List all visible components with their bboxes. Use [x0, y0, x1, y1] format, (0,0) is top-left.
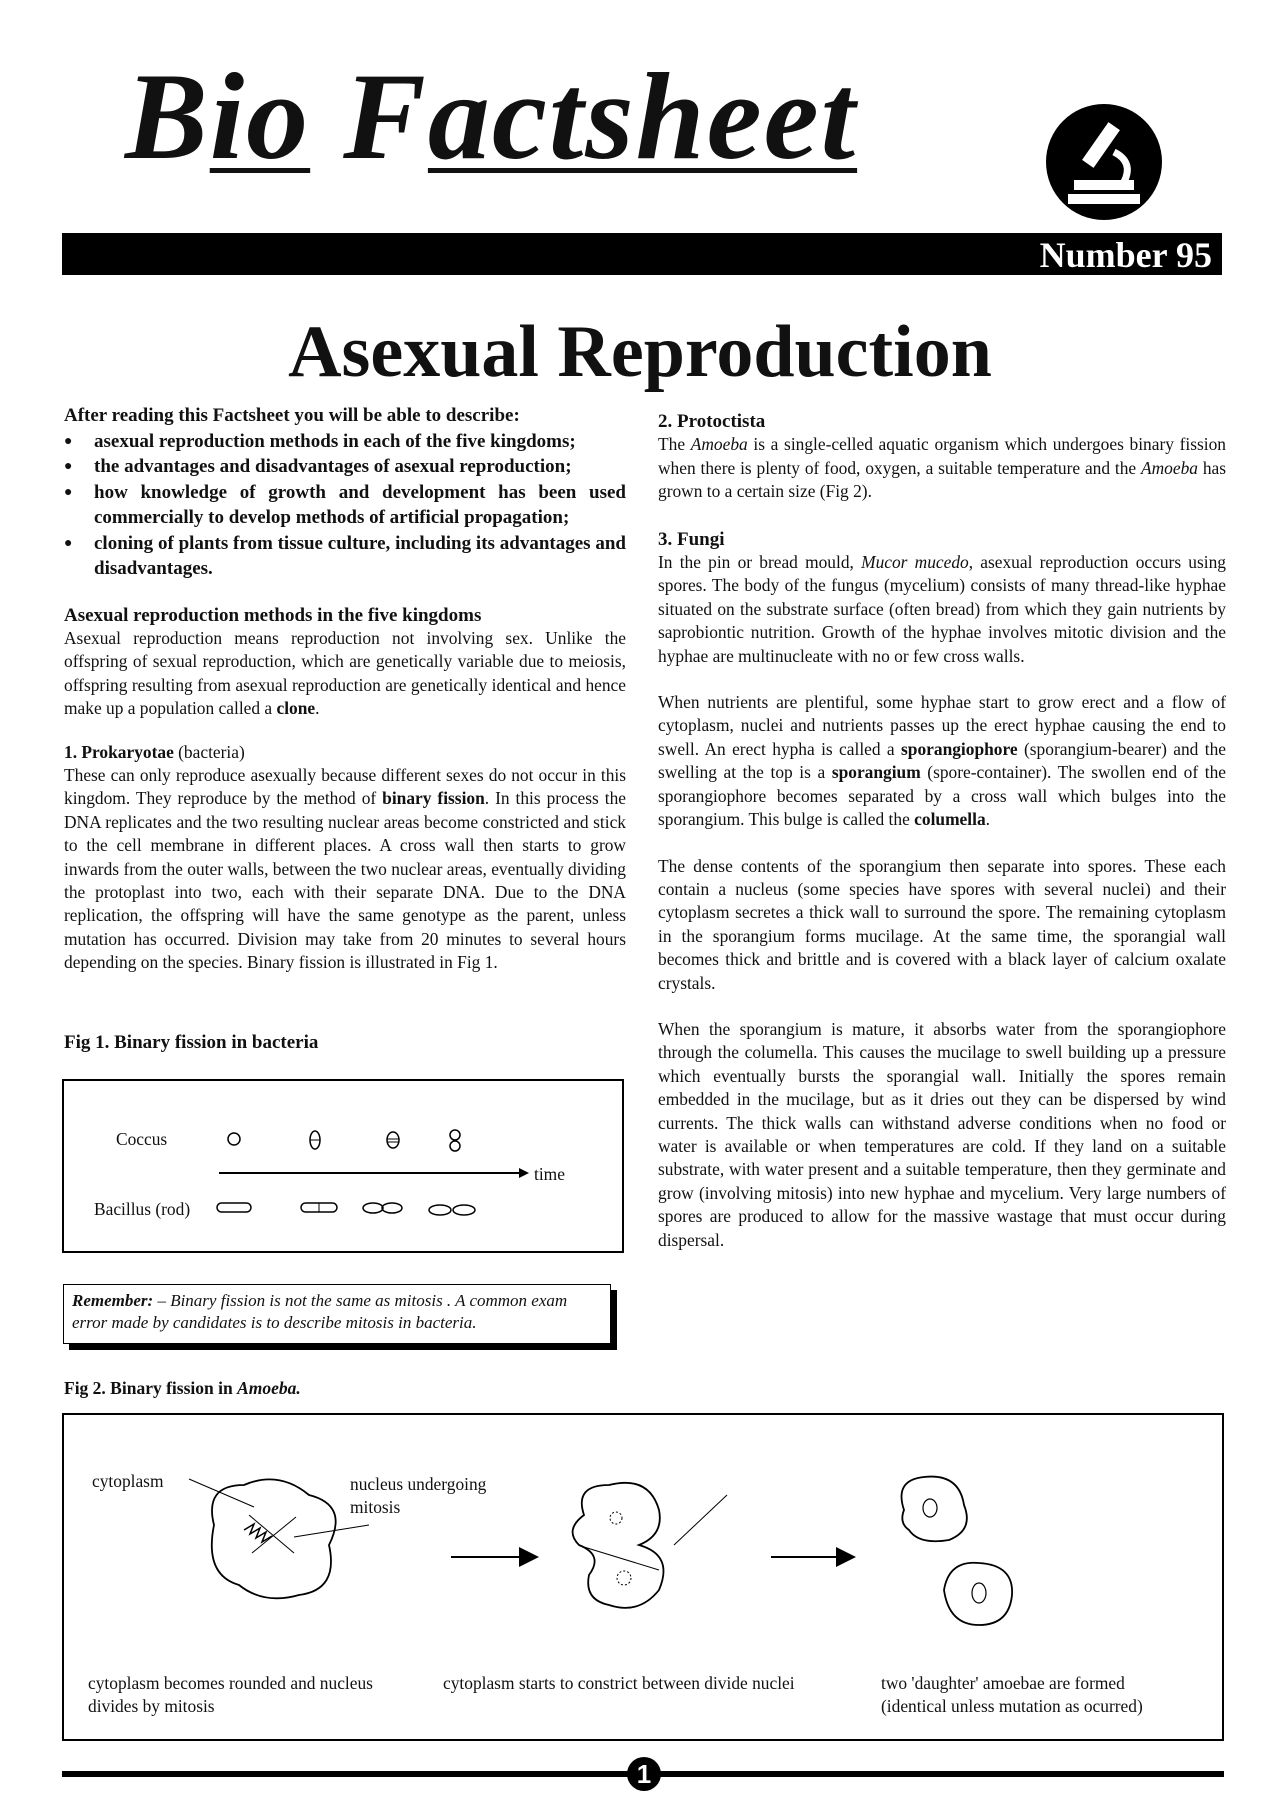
fungi-paragraph-3: The dense contents of the sporangium then separate into spores. These each contain a nucleus (some species have spores with several nuclei) and their cytoplasm secretes a thick wall to surround the spore. The remaining cytoplasm in the sporangium forms mucilage. At the same time, the sporangial wall becomes thick and brittle and is covered with a black layer of calcium oxalate crystals. — [658, 855, 1226, 993]
issue-number: Number 95 — [1039, 235, 1212, 275]
remember-text: – Binary fission is not the same as mitosis . A common exam error made by candidates is to describe mitosis in bacteria. — [72, 1291, 568, 1332]
fungi-paragraph-1: In the pin or bread mould, Mucor mucedo, asexual reproduction occurs using spores. The body of the fungus (mycelium) consists of many thread-like hyphae situated on the substrate surface (often bread) from which they gain nutrients by saprobiontic nutrition. Growth of the hyphae involves mitotic division and the hyphae are multinucleate with no or few cross walls. — [658, 552, 1226, 666]
fig1-drawing — [64, 1081, 622, 1251]
cytoplasm-label: cytoplasm — [92, 1471, 164, 1491]
protoctista-paragraph: The Amoeba is a single-celled aquatic organism which undergoes binary fission when there is plenty of food, oxygen, a suitable temperature and the Amoeba has grown to a certain size (Fig 2). — [658, 434, 1227, 502]
number-bar — [62, 233, 1222, 275]
fungi-paragraph-4: When the sporangium is mature, it absorbs water from the sporangiophore through the columella. This causes the mucilage to swell building up a pressure which eventually bursts the sporangial wall. Initially the spores remain embedded in the mucilage, but as it dries out they can be dispersed by wind currents. The thick walls can withstand adverse conditions when no food or water is available or when temperatures are cold. If they land on a suitable substrate, with water present and a suitable temperature, then they germinate and grow (involving mitosis) into new hyphae and mycelium. Very large numbers of spores are produced to allow for the massive wastage that must occur during dispersal. — [658, 1018, 1226, 1250]
prokaryotae-paragraph: These can only reproduce asexually because different sexes do not occur in this kingdom. They reproduce by the method of binary fission. In this process the DNA replicates and the two resulting nuclear areas become constricted and stick to the cell membrane in different places. A cross wall then starts to grow inwards from the outer walls, between the two nuclear areas, eventually dividing the protoplast into two, each with their separate DNA. Due to the DNA replication, the offspring will have the same genotype as the parent, unless mutation has occurred. Division may take from 20 minutes to several hours depending on the species. Binary fission is illustrated in Fig 1. — [64, 764, 626, 973]
protoctista-heading: 2. Protoctista — [658, 411, 766, 432]
logo-f: F — [343, 48, 428, 185]
prokaryotae-heading: 1. Prokaryotae (bacteria) — [64, 741, 245, 762]
bacillus-label: Bacillus (rod) — [94, 1199, 191, 1219]
page-number: 1 — [627, 1757, 661, 1791]
remember-label: Remember: — [72, 1291, 154, 1310]
objective-item: ● cloning of plants from tissue culture, including its advantages and disadvantages. — [94, 531, 626, 582]
fig1-caption: Fig 1. Binary fission in bacteria — [64, 1032, 319, 1053]
right-column — [658, 410, 1226, 1252]
time-label: time — [534, 1164, 565, 1184]
step2-caption: cytoplasm starts to constrict between divide nuclei — [443, 1673, 795, 1693]
logo-actsheet: actsheet — [427, 48, 858, 185]
left-column — [64, 403, 626, 975]
nucleus-label-line2: mitosis — [350, 1497, 401, 1517]
step1-caption-line1: cytoplasm becomes rounded and nucleus — [88, 1673, 373, 1693]
objective-item: ● the advantages and disadvantages of asexual reproduction; — [94, 454, 626, 480]
methods-paragraph: Asexual reproduction means reproduction not involving sex. Unlike the offspring of sexual reproduction, which are genetically variable due to meiosis, offspring resulting from asexual reproduction are genetically identical and hence make up a population called a clone. — [64, 627, 626, 719]
objective-item: ● asexual reproduction methods in each of the five kingdoms; — [94, 429, 626, 455]
step3-caption-line2: (identical unless mutation as ocurred) — [881, 1696, 1143, 1716]
objective-item: ● how knowledge of growth and development has been used commercially to develop methods of artificial propagation; — [94, 480, 626, 531]
fig2-caption: Fig 2. Binary fission in Amoeba. — [64, 1378, 301, 1398]
step1-caption-line2: divides by mitosis — [88, 1696, 215, 1716]
coccus-label: Coccus — [116, 1129, 168, 1149]
fungi-heading: 3. Fungi — [658, 528, 725, 550]
page-title: Asexual Reproduction — [288, 311, 992, 393]
fig1-binary-fission-bacteria — [62, 1079, 624, 1253]
fungi-paragraph-2: When nutrients are plentiful, some hyphae start to grow erect and a flow of cytoplasm, nuclei and nutrients passes up the erect hyphae causing the end to swell. An erect hypha is called a sporangiophore (sporangium-bearer) and the swelling at the top is a sporangium (spore-container). The swollen end of the sporangiophore becomes separated by a cross wall which bulges into the sporangium. This bulge is called the columella. — [658, 692, 1227, 830]
remember-callout — [63, 1284, 611, 1344]
learning-objectives — [64, 403, 626, 582]
fig2-binary-fission-amoeba — [62, 1413, 1224, 1741]
microscope-icon — [1044, 102, 1164, 222]
logo-b: B — [125, 48, 210, 185]
logo-io: io — [209, 48, 311, 185]
methods-heading: Asexual reproduction methods in the five kingdoms — [64, 604, 482, 626]
logo-bio-factsheet — [125, 48, 858, 185]
objectives-lead: After reading this Factsheet you will be able to describe: — [64, 405, 520, 426]
nucleus-label-line1: nucleus undergoing — [350, 1474, 487, 1494]
step3-caption-line1: two 'daughter' amoebae are formed — [881, 1673, 1125, 1693]
